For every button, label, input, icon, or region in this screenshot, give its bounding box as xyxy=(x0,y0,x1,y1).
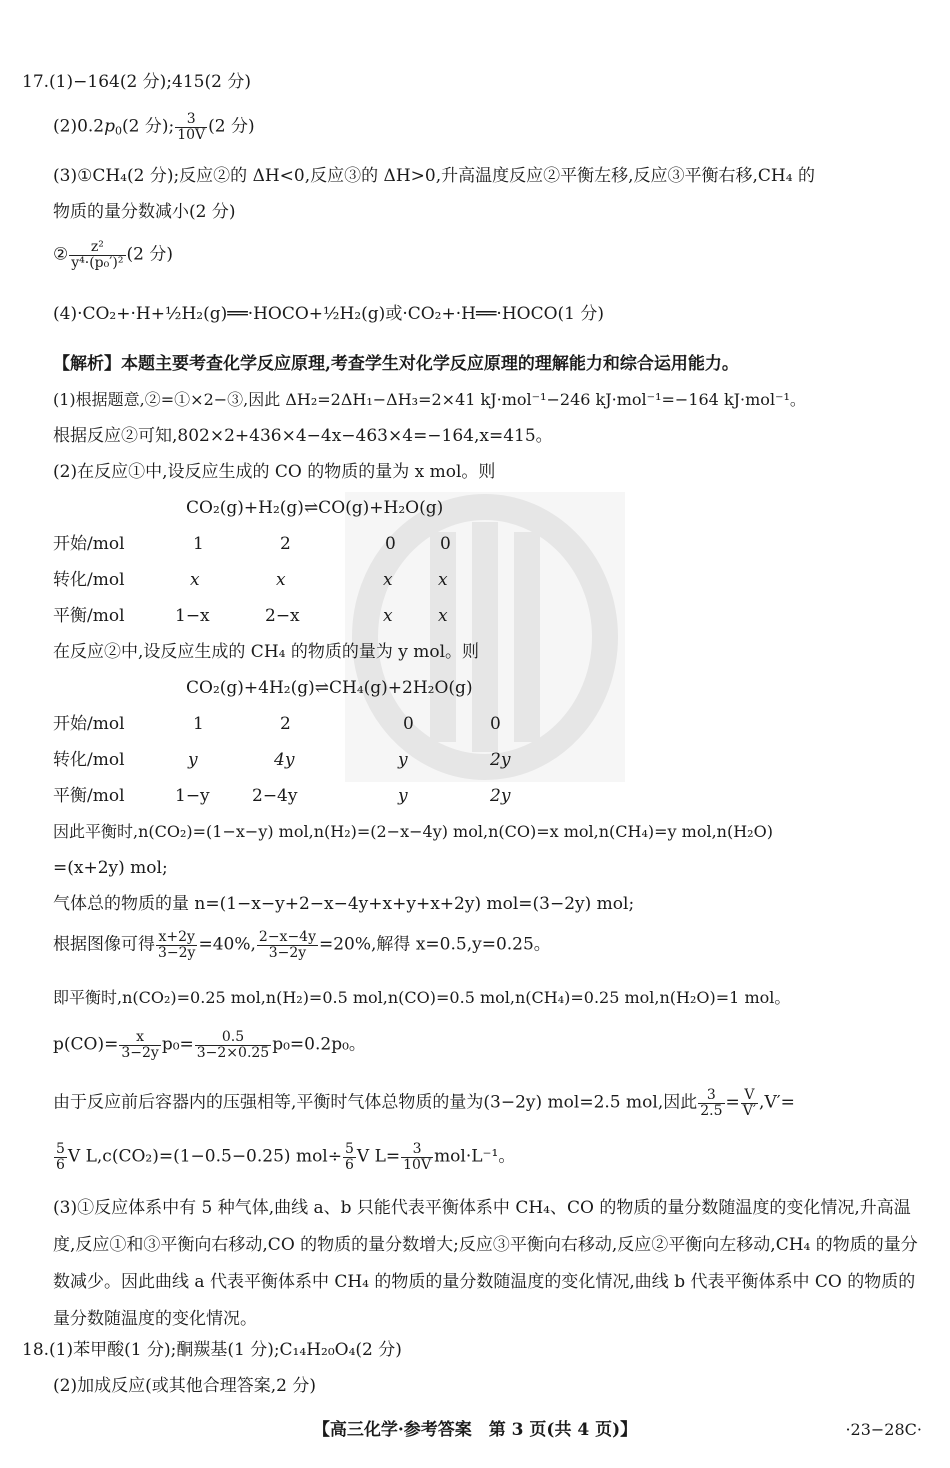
a8-fraction-1: $\frac{x+2y}{3-2y}$ xyxy=(158,929,196,961)
a12-mid2: V L= xyxy=(356,1146,401,1167)
table1-cell: x xyxy=(438,606,448,626)
table1-cell: 0 xyxy=(385,534,396,554)
table1-cell: x xyxy=(190,570,200,590)
table1-cell: x xyxy=(438,570,448,590)
table1-row2-label: 转化/mol xyxy=(53,570,125,590)
q17-p4: (4)·CO₂+·H+½H₂(g)══·HOCO+½H₂(g)或·CO₂+·H══·HOCO(1 分) xyxy=(53,304,605,324)
analysis-a7: 气体总的物质的量 n=(1−x−y+2−x−4y+x+y+x+2y) mol=(3−2y) mol; xyxy=(53,894,635,914)
footer-code: ·23−28C· xyxy=(845,1420,922,1439)
table2-cell: 2y xyxy=(490,750,511,770)
q18-p1: (1)苯甲酸(1 分);酮羰基(1 分);C₁₄H₂₀O₄(2 分) xyxy=(49,1340,402,1360)
equation-1: CO₂(g)+H₂(g)⇌CO(g)+H₂O(g) xyxy=(186,498,444,518)
table2-cell: 0 xyxy=(403,714,414,734)
table2-cell: 0 xyxy=(490,714,501,734)
table1-cell: 2−x xyxy=(265,606,300,626)
table1-row3-label: 平衡/mol xyxy=(53,606,125,626)
table2-row3-label: 平衡/mol xyxy=(53,786,125,806)
table2-cell: 2 xyxy=(280,714,291,734)
analysis-a8 xyxy=(53,930,930,960)
table2-row1-label: 开始/mol xyxy=(53,714,125,734)
table2-cell: 2y xyxy=(490,786,511,806)
a11-prefix: 由于反应前后容器内的压强相等,平衡时气体总物质的量为(3−2y) mol=2.5 mol,因此 xyxy=(53,1092,698,1113)
a12-suffix: mol·L⁻¹。 xyxy=(434,1146,516,1167)
q17-p2-mid: (2 分); xyxy=(122,116,175,137)
analysis-a11 xyxy=(53,1088,930,1118)
q17-p1: (1)−164(2 分);415(2 分) xyxy=(49,72,251,92)
table1-cell: x xyxy=(276,570,286,590)
q17-p3c-fraction: $\frac{\text{z²}}{\text{y⁴·(p₀′)²}}$ xyxy=(71,239,124,271)
analysis-a4: 在反应②中,设反应生成的 CH₄ 的物质的量为 y mol。则 xyxy=(53,642,480,662)
analysis-a5: 因此平衡时,n(CO₂)=(1−x−y) mol,n(H₂)=(2−x−4y) mol,n(CO)=x mol,n(CH₄)=y mol,n(H₂O) xyxy=(53,822,773,841)
table1-cell: 1 xyxy=(193,534,204,554)
q17-p3c-suffix: (2 分) xyxy=(126,244,173,265)
table2-row2-label: 转化/mol xyxy=(53,750,125,770)
table1-cell: 2 xyxy=(280,534,291,554)
analysis-a10 xyxy=(53,1030,930,1060)
a8-prefix: 根据图像可得 xyxy=(53,934,155,955)
a12-fraction-1: $\frac{5}{6}$ xyxy=(56,1141,65,1173)
table2-cell: y xyxy=(398,786,408,806)
q18-part1 xyxy=(22,1340,930,1360)
a11-suffix: ,V′= xyxy=(759,1092,795,1113)
q17-p2-prefix: (2)0.2 xyxy=(53,116,105,137)
analysis-a9: 即平衡时,n(CO₂)=0.25 mol,n(H₂)=0.5 mol,n(CO)=0.5 mol,n(CH₄)=0.25 mol,n(H₂O)=1 mol。 xyxy=(53,988,791,1007)
analysis-a1: (1)根据题意,②=①×2−③,因此 ΔH₂=2ΔH₁−ΔH₃=2×41 kJ·mol⁻¹−246 kJ·mol⁻¹=−164 kJ·mol⁻¹。 xyxy=(53,390,806,409)
table2-cell: 2−4y xyxy=(252,786,298,806)
table1-cell: 1−x xyxy=(175,606,210,626)
a10-suffix: p₀=0.2p₀。 xyxy=(272,1034,366,1055)
q18-p2: (2)加成反应(或其他合理答案,2 分) xyxy=(53,1376,316,1396)
analysis-a6: =(x+2y) mol; xyxy=(53,858,168,878)
a12-fraction-2: $\frac{5}{6}$ xyxy=(344,1141,354,1173)
analysis-a2: 根据反应②可知,802×2+436×4−4x−463×4=−164,x=415。 xyxy=(53,426,553,446)
a10-fraction-1: $\frac{x}{3-2y}$ xyxy=(121,1029,159,1061)
table1-cell: x xyxy=(383,606,393,626)
a10-fraction-2: $\frac{0.5}{3-2\times 0.25}$ xyxy=(196,1029,270,1061)
analysis-a3: (2)在反应①中,设反应生成的 CO 的物质的量为 x mol。则 xyxy=(53,462,496,482)
table1-row1-label: 开始/mol xyxy=(53,534,125,554)
a8-mid: =40%, xyxy=(198,934,256,955)
a10-mid: p₀= xyxy=(161,1034,194,1055)
table2-cell: 1 xyxy=(193,714,204,734)
a12-fraction-3: $\frac{3}{10V}$ xyxy=(403,1141,432,1173)
a11-equals: = xyxy=(725,1092,740,1113)
a8-fraction-2: $\frac{2-x-4y}{3-2y}$ xyxy=(258,929,316,961)
a11-fraction-1: $\frac{3}{2.5}$ xyxy=(700,1087,723,1119)
a11-fraction-2: $\frac{V}{V'}$ xyxy=(742,1087,757,1119)
table2-cell: y xyxy=(398,750,408,770)
footer-title: 【高三化学·参考答案 第 3 页(共 4 页)】 xyxy=(312,1420,638,1440)
q17-p2-fraction: $\frac{3}{10V}$ xyxy=(177,111,206,143)
a12-mid1: V L,c(CO₂)=(1−0.5−0.25) mol÷ xyxy=(67,1146,342,1167)
table2-cell: y xyxy=(188,750,198,770)
page-footer xyxy=(0,1420,950,1450)
q17-p3b: 物质的量分数减小(2 分) xyxy=(53,202,236,222)
q17-part3c xyxy=(53,240,930,270)
analysis-heading: 【解析】本题主要考查化学反应原理,考查学生对化学反应原理的理解能力和综合运用能力。 xyxy=(53,354,739,374)
table2-cell: 4y xyxy=(274,750,295,770)
analysis-a13: (3)①反应体系中有 5 种气体,曲线 a、b 只能代表平衡体系中 CH₄、CO 的物质的量分数随温度的变化情况,升高温度,反应①和③平衡向右移动,CO 的物质的量分数增大;反应③平衡向右移动,反应②平衡向左移动,CH₄ 的物质的量分数减少。因此曲线 a 代表平衡体系中 CH₄ 的物质的量分数随温度的变化情况,曲线 b 代表平衡体系中 CO 的物质的量分数随温度的变化情况。 xyxy=(53,1198,918,1329)
q17-p3c-prefix: ② xyxy=(53,244,69,265)
a10-prefix: p(CO)= xyxy=(53,1034,119,1055)
q17-p2-suffix: (2 分) xyxy=(208,116,255,137)
table2-cell: 1−y xyxy=(175,786,210,806)
q17-part2: $(2)0.2p_0(2$ 分); $\frac{3}{10V}$ (2 分) xyxy=(53,111,255,143)
a8-suffix: =20%,解得 x=0.5,y=0.25。 xyxy=(319,934,551,955)
table1-cell: 0 xyxy=(440,534,451,554)
q17-part1 xyxy=(22,72,930,92)
table1-cell: x xyxy=(383,570,393,590)
equation-2: CO₂(g)+4H₂(g)⇌CH₄(g)+2H₂O(g) xyxy=(186,678,473,698)
q18-number: 18. xyxy=(22,1340,50,1360)
q17-p3a: (3)①CH₄(2 分);反应②的 ΔH<0,反应③的 ΔH>0,升高温度反应②平衡左移,反应③平衡右移,CH₄ 的 xyxy=(53,166,815,186)
analysis-a12 xyxy=(53,1142,930,1172)
q17-number: 17. xyxy=(22,72,50,92)
